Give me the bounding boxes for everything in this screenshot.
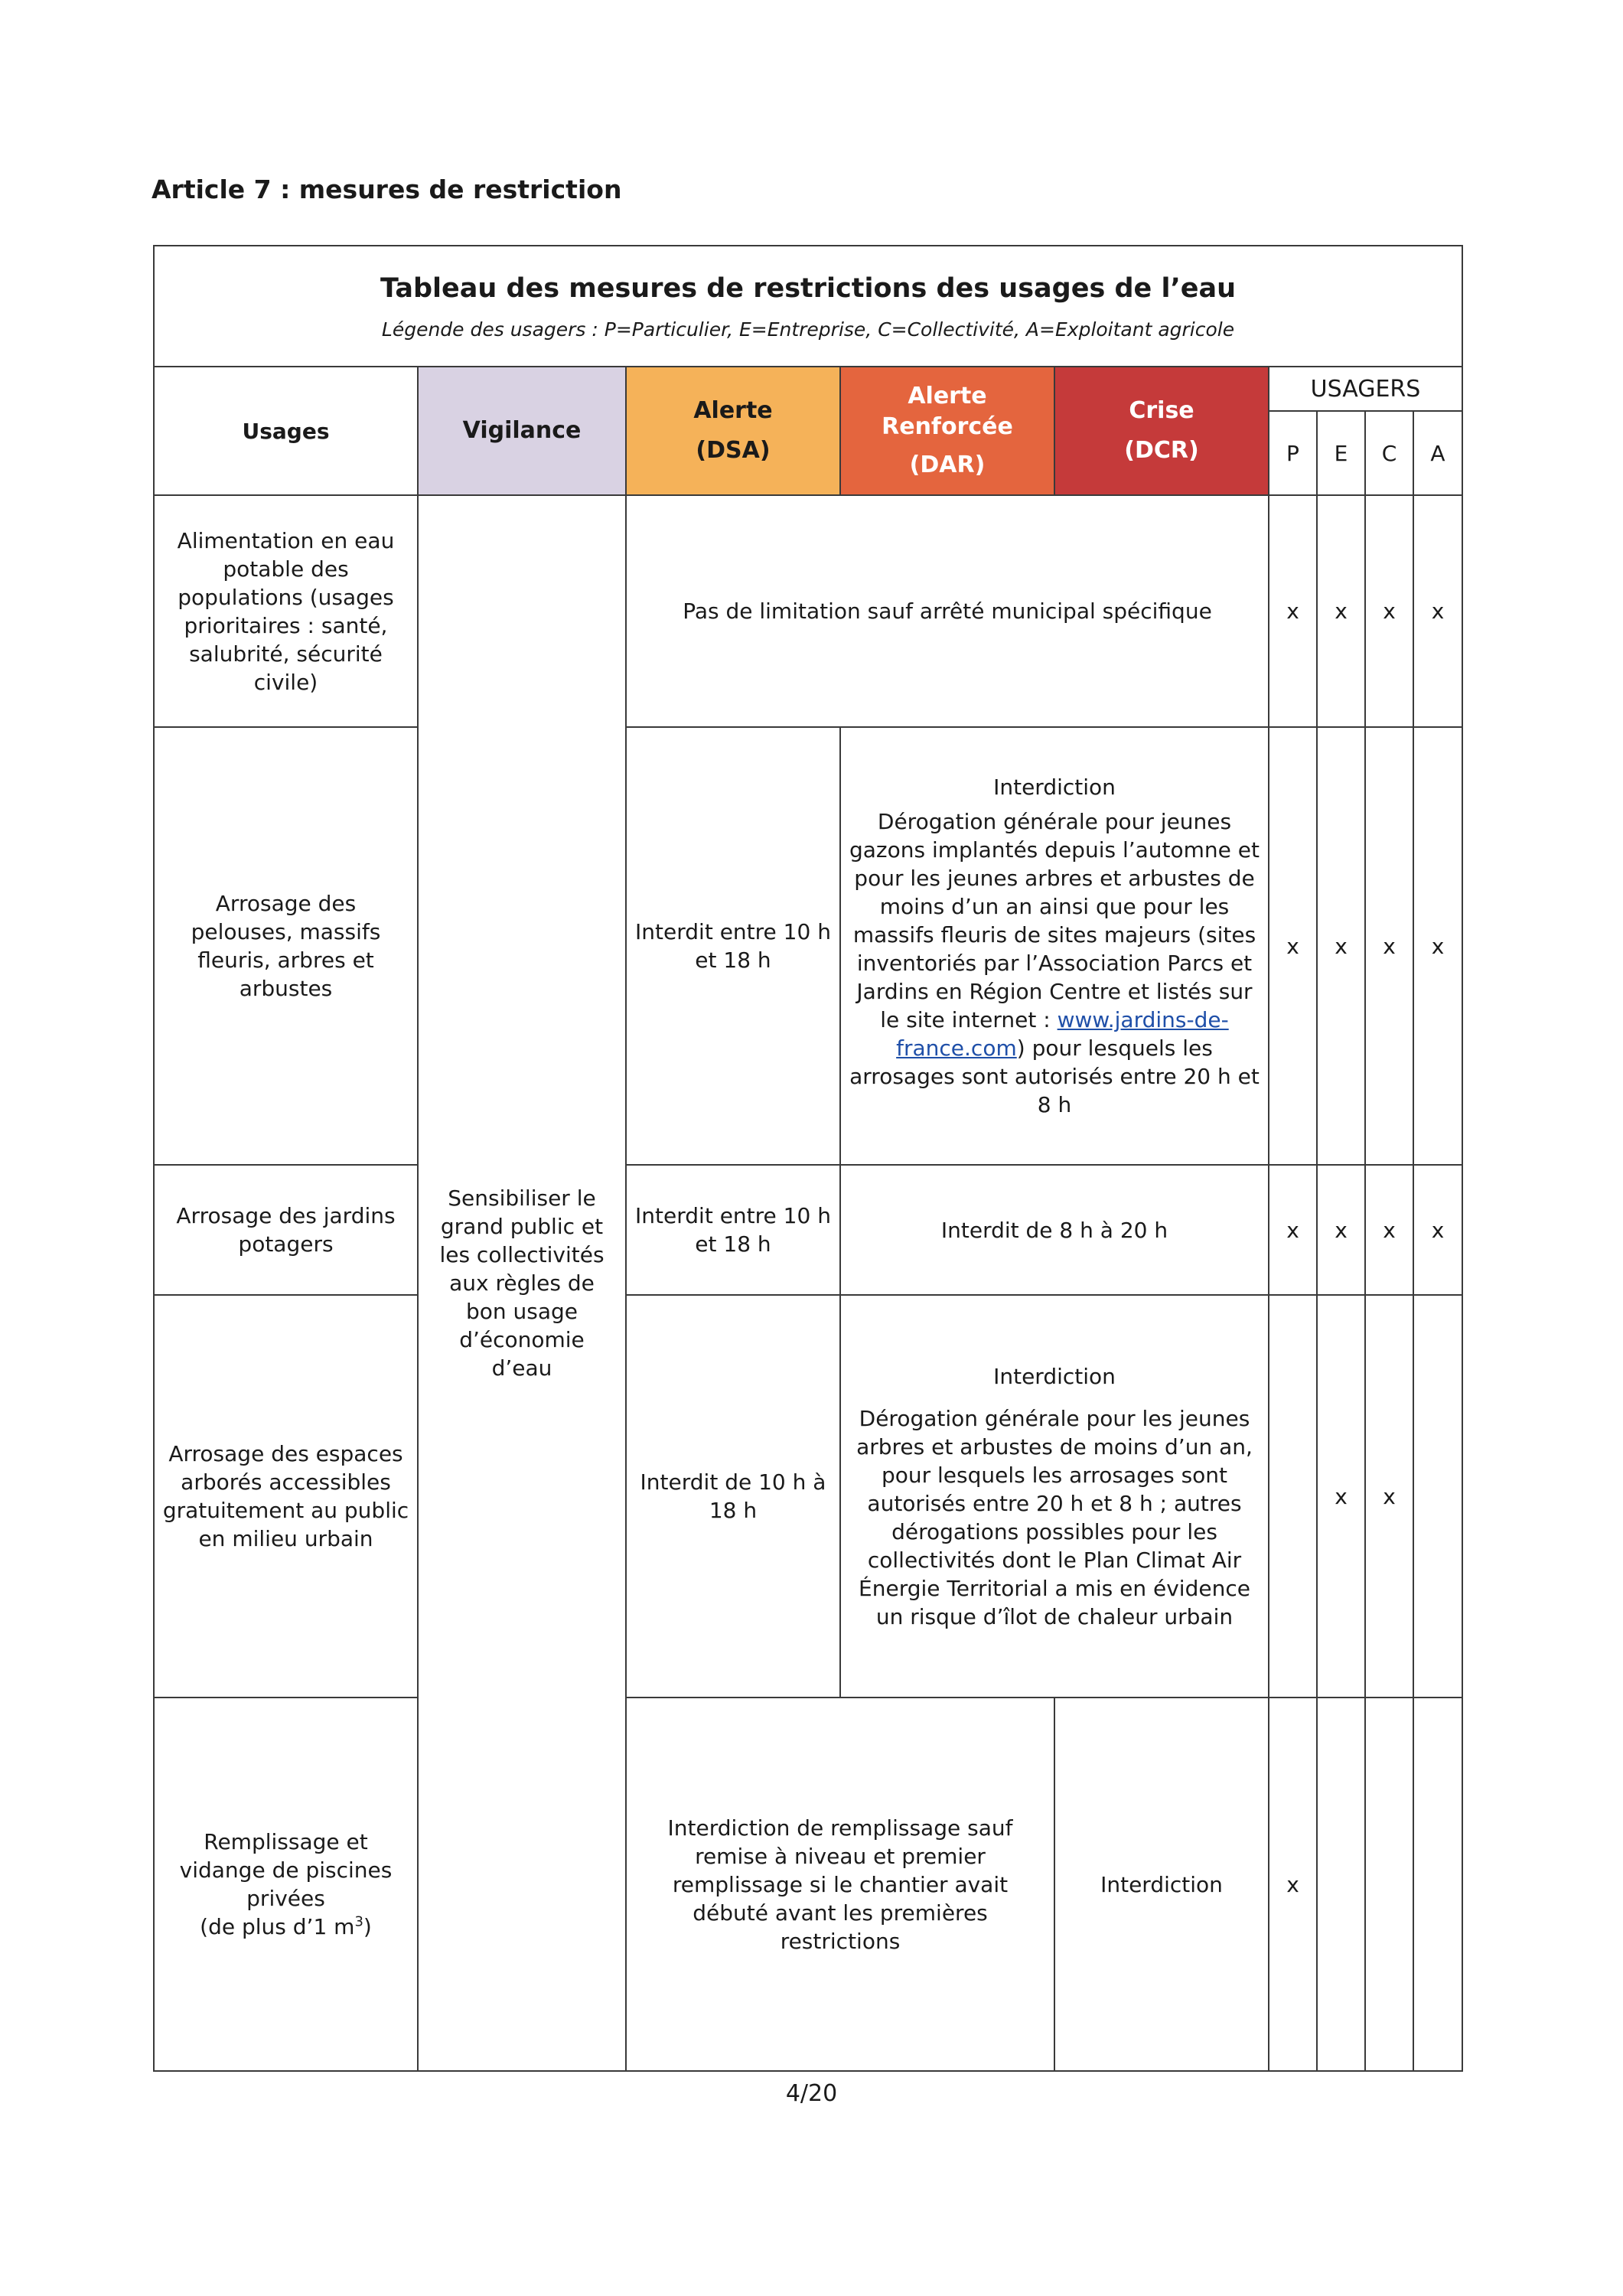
alerte-cell: Interdit de 10 h à 18 h xyxy=(626,1295,840,1698)
header-p: P xyxy=(1269,411,1317,495)
alerte-cell: Interdit entre 10 h et 18 h xyxy=(626,1165,840,1295)
usage-cell: Arrosage des jardins potagers xyxy=(154,1165,418,1295)
usager-e-mark: x xyxy=(1317,1295,1365,1698)
usager-c-mark xyxy=(1365,1698,1413,2071)
header-usagers: USAGERS xyxy=(1269,367,1462,411)
alerte-cell: Interdit entre 10 h et 18 h xyxy=(626,727,840,1165)
page-number: 4/20 xyxy=(785,2080,838,2107)
usager-e-mark: x xyxy=(1317,727,1365,1165)
table-row xyxy=(154,1698,1462,2071)
header-renforcee-line3: (DAR) xyxy=(909,452,986,478)
usager-c-mark: x xyxy=(1365,1295,1413,1698)
header-usages: Usages xyxy=(154,367,418,495)
renforcee-crise-cell xyxy=(840,727,1269,1165)
renforcee-crise-cell: Interdit de 8 h à 20 h xyxy=(840,1165,1269,1295)
header-alerte-line2: (DSA) xyxy=(696,437,771,464)
usager-c-mark: x xyxy=(1365,495,1413,727)
header-renforcee-line1: Alerte xyxy=(908,383,987,409)
header-alerte-renforcee xyxy=(840,367,1054,495)
table-title-cell xyxy=(154,246,1462,367)
usager-a-mark: x xyxy=(1413,495,1462,727)
header-crise-line1: Crise xyxy=(1129,397,1194,424)
header-a: A xyxy=(1413,411,1462,495)
usager-p-mark xyxy=(1269,1295,1317,1698)
usager-p-mark: x xyxy=(1269,1165,1317,1295)
usager-c-mark: x xyxy=(1365,727,1413,1165)
crise-cell: Interdiction xyxy=(1054,1698,1269,2071)
usage-volume: (de plus d’1 $m^3$) xyxy=(200,1913,372,1939)
usage-cell: Arrosage des pelouses, massifs fleuris, arbres et arbustes xyxy=(154,727,418,1165)
table-legend: Légende des usagers : P=Particulier, E=Entreprise, C=Collectivité, A=Exploitant agricole xyxy=(381,318,1235,341)
header-alerte xyxy=(626,367,840,495)
alerte-renforcee-cell: Interdiction de remplissage sauf remise à niveau et premier remplissage si le chantier avait débuté avant les premières restrictions xyxy=(626,1698,1054,2071)
usager-e-mark xyxy=(1317,1698,1365,2071)
table-row xyxy=(154,1165,1462,1295)
usage-cell: Arrosage des espaces arborés accessibles gratuitement au public en milieu urbain xyxy=(154,1295,418,1698)
usager-c-mark: x xyxy=(1365,1165,1413,1295)
renforcee-crise-cell xyxy=(840,1295,1269,1698)
header-vigilance: Vigilance xyxy=(418,367,626,495)
table-row xyxy=(154,495,1462,727)
vigilance-cell: Sensibiliser le grand public et les collectivités aux règles de bon usage d’économie d’eau xyxy=(418,495,626,2071)
header-renforcee-line2: Renforcée xyxy=(882,413,1013,440)
usager-a-mark xyxy=(1413,1295,1462,1698)
usager-p-mark: x xyxy=(1269,727,1317,1165)
header-crise-line2: (DCR) xyxy=(1124,437,1199,464)
table-title: Tableau des mesures de restrictions des usages de l’eau xyxy=(380,273,1237,304)
usager-a-mark: x xyxy=(1413,727,1462,1165)
usager-e-mark: x xyxy=(1317,1165,1365,1295)
usage-cell: Alimentation en eau potable des populations (usages prioritaires : santé, salubrité, sécurité civile) xyxy=(154,495,418,727)
header-crise xyxy=(1054,367,1269,495)
restrictions-table xyxy=(153,245,1463,2072)
derogation-text-start: Dérogation générale pour jeunes gazons implantés depuis l’automne et pour les jeunes arbres et arbustes de moins d’un an ainsi que pour les massifs fleuris de sites majeurs (sites inventoriés par l’Association Parcs et Jardins en Région Centre et listés sur le site internet : xyxy=(849,809,1260,1032)
interdiction-title: Interdiction xyxy=(993,775,1116,800)
header-e: E xyxy=(1317,411,1365,495)
table-row xyxy=(154,727,1462,1165)
derogation-text: Dérogation générale pour les jeunes arbres et arbustes de moins d’un an, pour lesquels les arrosages sont autorisés entre 20 h et 8 h ; autres dérogations possibles pour les collectivités dont le Plan Climat Air Énergie Territorial a mis en évidence un risque d’îlot de chaleur urbain xyxy=(856,1405,1253,1629)
derogation-text-end: ) pour lesquels les arrosages sont autorisés entre 20 h et 8 h xyxy=(849,1035,1260,1117)
measure-cell: Pas de limitation sauf arrêté municipal spécifique xyxy=(626,495,1269,727)
header-c: C xyxy=(1365,411,1413,495)
usager-a-mark xyxy=(1413,1698,1462,2071)
usage-cell xyxy=(154,1698,418,2071)
usager-p-mark: x xyxy=(1269,1698,1317,2071)
derogation-text xyxy=(849,807,1260,1119)
usager-p-mark: x xyxy=(1269,495,1317,727)
interdiction-title: Interdiction xyxy=(993,1363,1116,1389)
usage-text: Remplissage et vidange de piscines privées xyxy=(179,1829,393,1911)
header-alerte-line1: Alerte xyxy=(693,397,773,424)
usager-a-mark: x xyxy=(1413,1165,1462,1295)
usager-e-mark: x xyxy=(1317,495,1365,727)
table-row xyxy=(154,1295,1462,1698)
article-heading: Article 7 : mesures de restriction xyxy=(152,174,622,204)
jardins-de-france-link[interactable]: www.jardins-de-france.com xyxy=(896,1007,1229,1061)
